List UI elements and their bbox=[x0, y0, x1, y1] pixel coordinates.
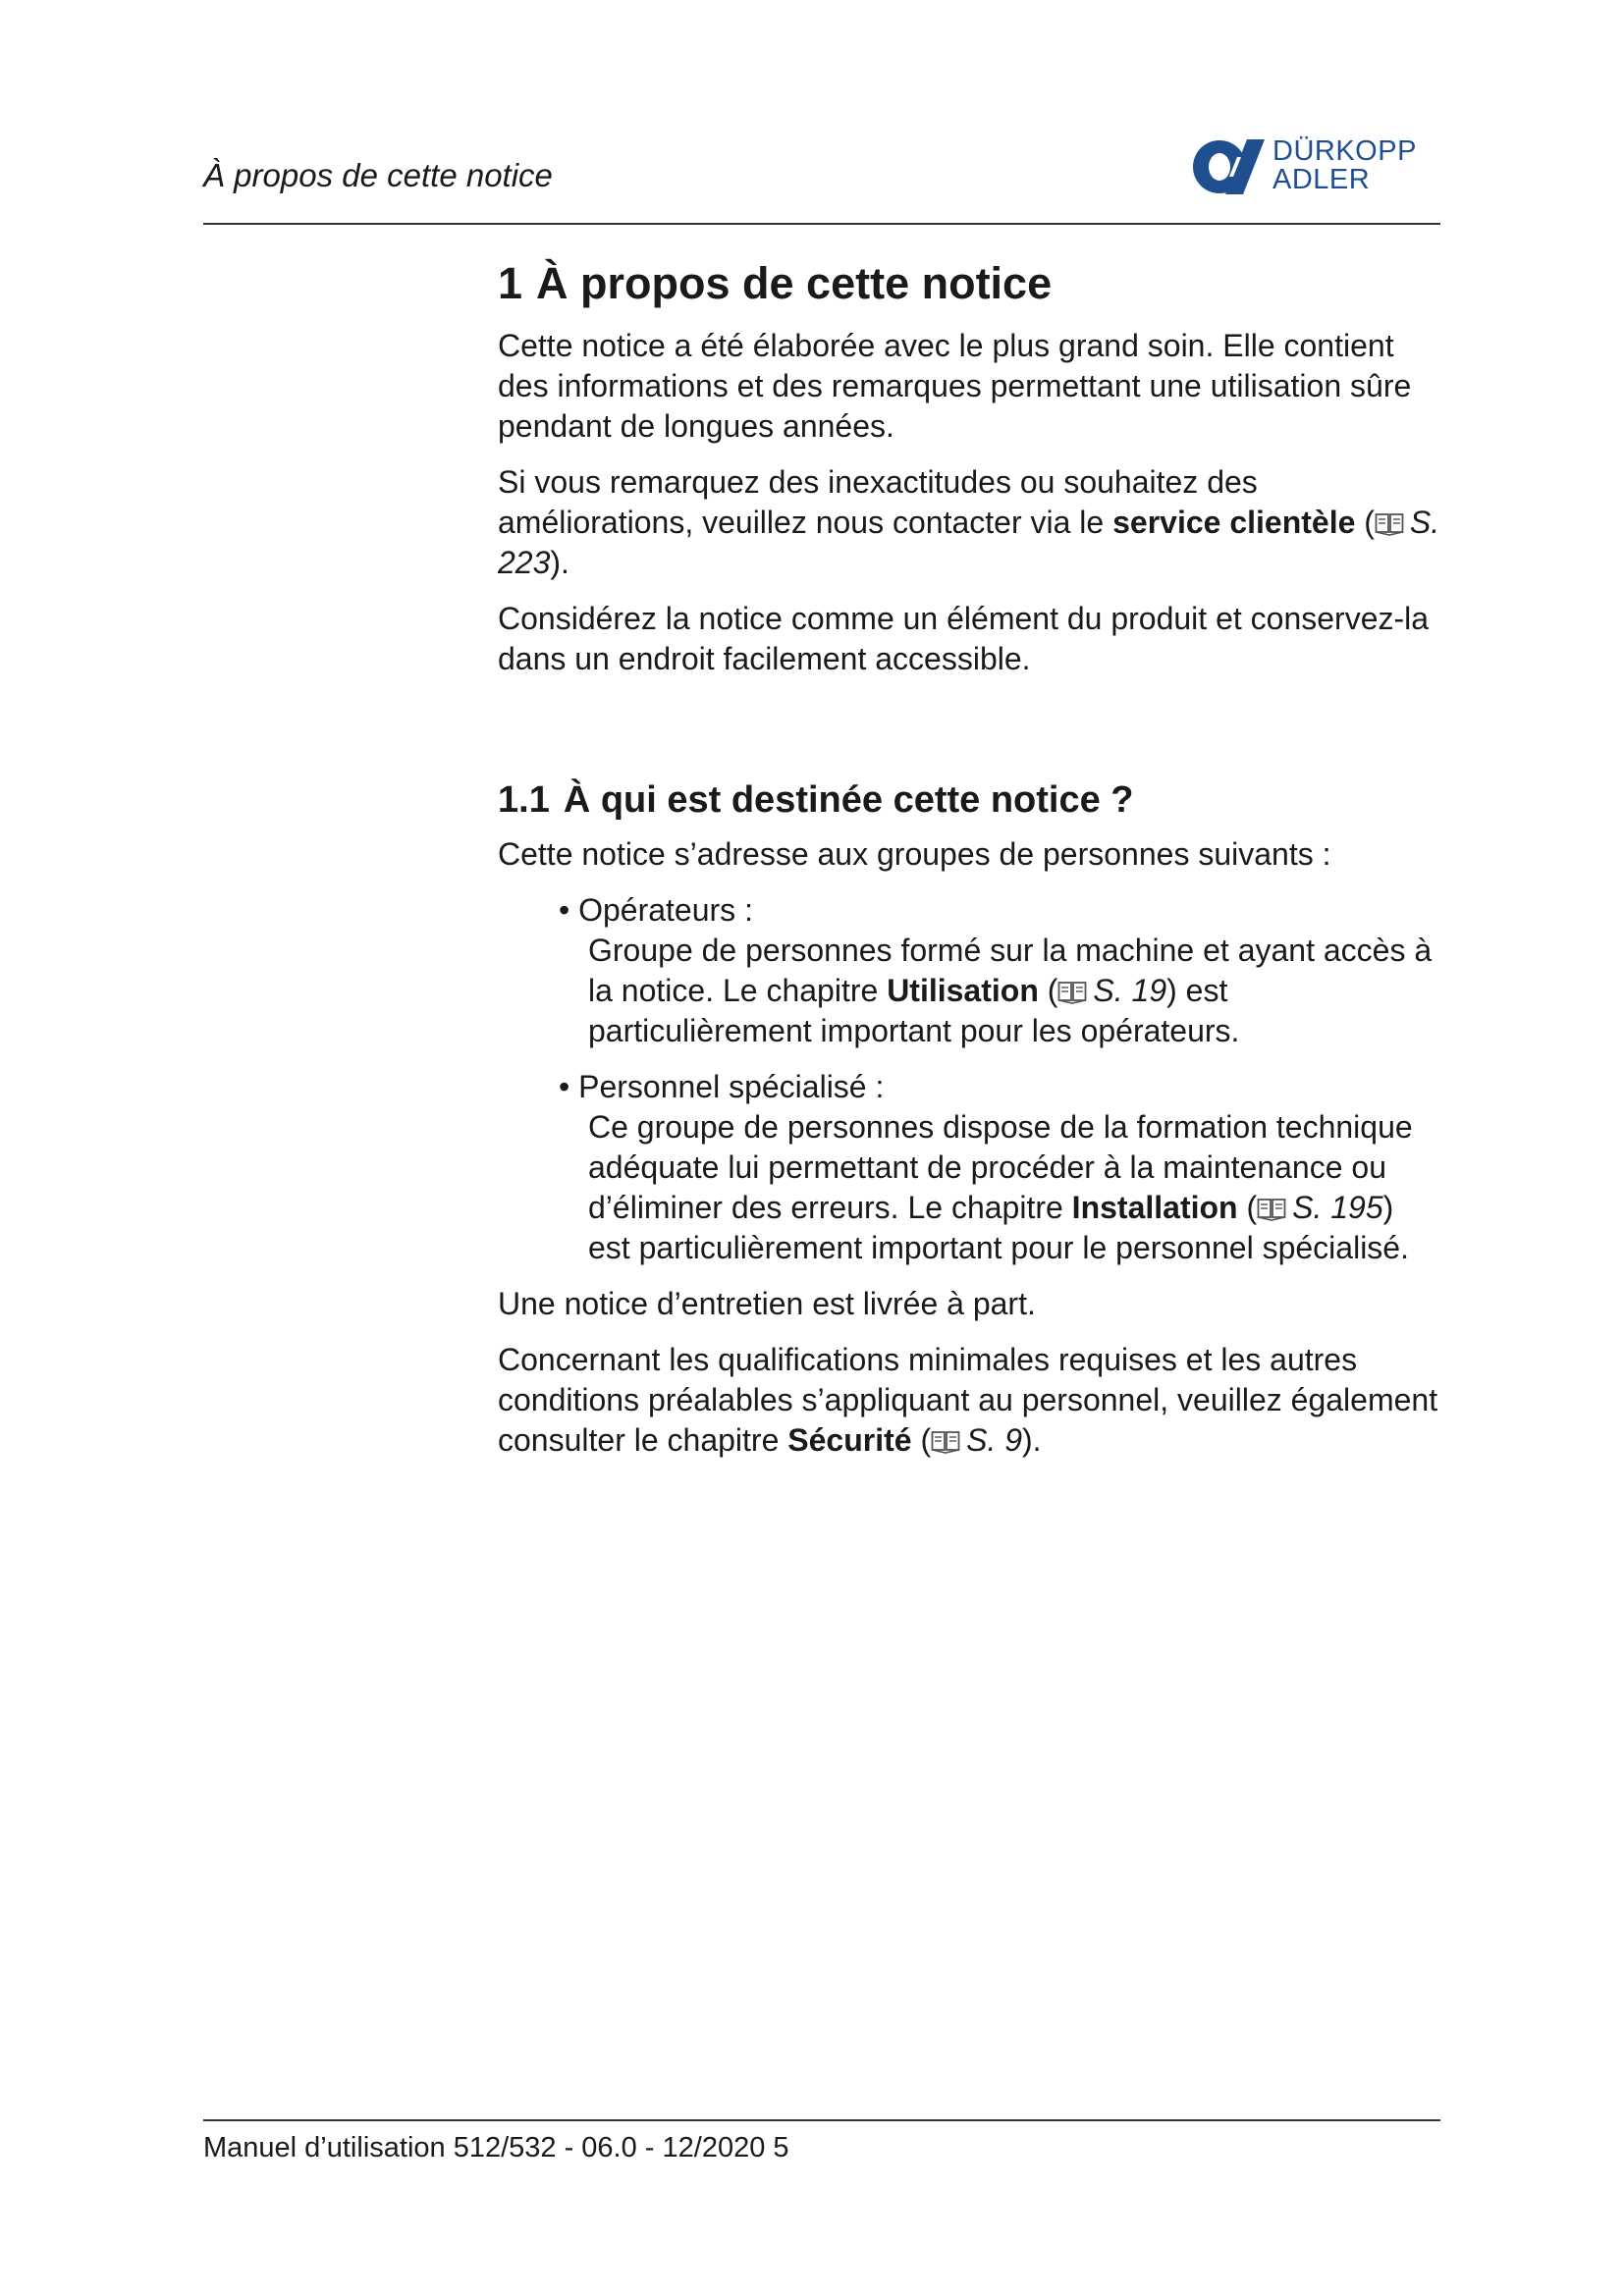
page-content bbox=[498, 257, 1440, 1476]
utilisation-link[interactable]: Utilisation bbox=[887, 973, 1039, 1008]
bullet-text: Groupe de personnes formé sur la machine et ayant accès à la notice. Le chapitre bbox=[588, 933, 1433, 1008]
section-1-number: 1 bbox=[498, 258, 523, 308]
page-ref-link[interactable]: S. 223 bbox=[498, 505, 1440, 580]
logo-line-durkopp: DÜRKOPP bbox=[1272, 135, 1417, 167]
bullet-open: ( bbox=[1237, 1190, 1258, 1225]
section-1-1-heading bbox=[498, 777, 1440, 823]
logo-line-adler: ADLER bbox=[1272, 164, 1371, 195]
securite-link[interactable]: Sécurité bbox=[787, 1422, 912, 1458]
qualifications-para bbox=[498, 1340, 1440, 1461]
bullet-text: Ce groupe de personnes dispose de la formation technique adéquate lui permettant de procéder à la maintenance ou d’éliminer des erreurs. Le chapitre bbox=[588, 1109, 1413, 1225]
page-ref-link[interactable]: S. 19 bbox=[1093, 973, 1167, 1008]
bullet-after: ) est particulièrement important pour les opérateurs. bbox=[588, 973, 1240, 1048]
bullet-body bbox=[559, 1107, 1440, 1268]
list-item bbox=[559, 890, 1440, 1051]
page-ref-link[interactable]: S. 195 bbox=[1292, 1190, 1383, 1225]
section-1-para-3: Considérez la notice comme un élément du produit et conservez-la dans un endroit facilement accessible. bbox=[498, 601, 1430, 676]
para-2-open: ( bbox=[1355, 505, 1375, 540]
service-clientele-link[interactable]: service clientèle bbox=[1112, 505, 1356, 540]
separate-notice-para: Une notice d’entretien est livrée à part. bbox=[498, 1286, 1036, 1321]
section-1-1-intro: Cette notice s’adresse aux groupes de personnes suivants : bbox=[498, 836, 1331, 872]
qualifications-text: Concernant les qualifications minimales requises et les autres conditions préalables s’appliquant au personnel, veuillez également consulter le chapitre bbox=[498, 1342, 1438, 1458]
section-1-heading bbox=[498, 257, 1440, 310]
logo-text bbox=[1272, 137, 1417, 194]
section-1-1-number: 1.1 bbox=[498, 779, 550, 821]
bullet-open: ( bbox=[1038, 973, 1058, 1008]
audience-list bbox=[498, 890, 1440, 1268]
installation-link[interactable]: Installation bbox=[1071, 1190, 1238, 1225]
list-item bbox=[559, 1067, 1440, 1268]
book-icon bbox=[1257, 1198, 1286, 1221]
para-2-text: Si vous remarquez des inexactitudes ou souhaitez des améliorations, veuillez nous contacter via le bbox=[498, 464, 1258, 540]
durkopp-adler-logo bbox=[1190, 135, 1445, 198]
page-footer: Manuel d’utilisation 512/532 - 06.0 - 12/2020 5 bbox=[203, 2132, 789, 2163]
section-1-1-title: À qui est destinée cette notice ? bbox=[563, 779, 1134, 821]
section-1-para-2 bbox=[498, 462, 1440, 583]
bullet-after: ) est particulièrement important pour le personnel spécialisé. bbox=[588, 1190, 1409, 1265]
book-icon bbox=[1057, 981, 1087, 1004]
book-icon bbox=[931, 1430, 960, 1454]
bullet-title: • Opérateurs : bbox=[559, 890, 1440, 931]
qualifications-close: ). bbox=[1022, 1422, 1042, 1458]
footer-rule bbox=[203, 2119, 1440, 2121]
section-1-title: À propos de cette notice bbox=[536, 258, 1053, 308]
para-2-close: ). bbox=[550, 545, 569, 580]
qualifications-open: ( bbox=[911, 1422, 932, 1458]
book-icon bbox=[1375, 512, 1404, 536]
logo-mark-icon bbox=[1190, 137, 1267, 196]
bullet-title: • Personnel spécialisé : bbox=[559, 1067, 1440, 1107]
running-header: À propos de cette notice bbox=[203, 157, 553, 193]
page-ref-link[interactable]: S. 9 bbox=[966, 1422, 1023, 1458]
bullet-body bbox=[559, 931, 1440, 1051]
header-rule bbox=[203, 223, 1440, 225]
section-1-para-1: Cette notice a été élaborée avec le plus grand soin. Elle contient des informations et des remarques permettant une utilisation sûre pendant de longues années. bbox=[498, 328, 1412, 444]
